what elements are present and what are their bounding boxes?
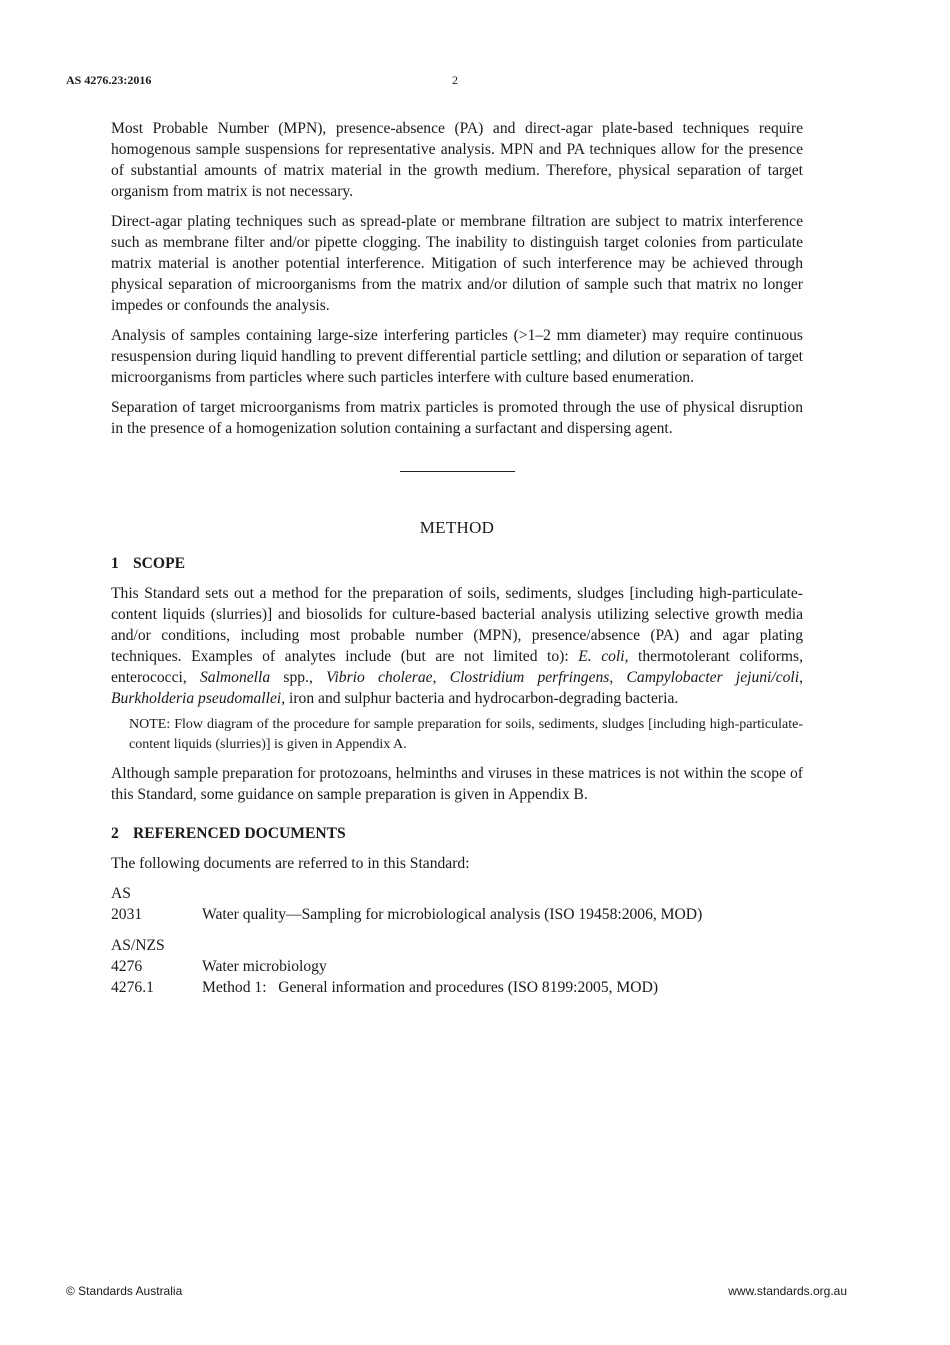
copyright-notice: © Standards Australia: [66, 1284, 183, 1298]
organism-name: Campylobacter jejuni/coli: [626, 669, 800, 686]
intro-paragraph-3: Analysis of samples containing large-size interfering particles (>1–2 mm diameter) may require continuous resuspension during liquid handling to prevent differential particle settling; and dilution or separation of target microorganisms from particles where such particles interfere with culture based enumeration.: [111, 327, 803, 386]
reference-number: 4276.1: [111, 979, 154, 996]
reference-title: Water quality—Sampling for microbiological analysis (ISO 19458:2006, MOD): [202, 906, 703, 923]
organism-name: Clostridium perfringens: [449, 669, 610, 686]
scope-text: This Standard sets out a method for the preparation of soils, sediments, sludges [including high-particulate-content liquids (slurries)] and biosolids for culture-based bacterial analysis utilizing selective growth media and/or conditions, including most probable number (MPN), presence/absence (PA) and agar plating techniques. Examples of analytes include (but are not limited to):: [111, 585, 803, 665]
scope-title: SCOPE: [133, 555, 185, 572]
reference-series: AS/NZS: [111, 937, 165, 954]
organism-name: Vibrio cholerae: [326, 669, 433, 686]
organism-name: E. coli: [578, 648, 625, 665]
organism-name: Burkholderia pseudomallei: [111, 690, 282, 707]
scope-text: , thermotolerant coliforms, enterococci,: [111, 648, 804, 686]
scope-number: 1: [111, 555, 119, 572]
organism-name: Salmonella: [199, 669, 271, 686]
reference-entry: [111, 977, 803, 998]
reference-group-as: [111, 883, 803, 925]
scope-paragraph: [111, 583, 803, 709]
references-heading: [111, 825, 803, 843]
scope-paragraph-2: Although sample preparation for protozoans, helminths and viruses in these matrices is not within the scope of this Standard, some guidance on sample preparation is given in Appendix B.: [111, 765, 803, 803]
scope-text: ,: [799, 669, 804, 686]
scope-text: , iron and sulphur bacteria and hydrocarbon-degrading bacteria.: [281, 690, 679, 707]
intro-paragraph-1: Most Probable Number (MPN), presence-absence (PA) and direct-agar plate-based techniques require homogenous sample suspensions for representative analysis. MPN and PA techniques allow for the presence of substantial amounts of matrix material in the growth medium. Therefore, physical separation of target organism from matrix is not necessary.: [111, 120, 803, 200]
method-heading: METHOD: [419, 518, 495, 537]
reference-title: Water microbiology: [202, 958, 327, 975]
reference-entry: [111, 904, 803, 925]
reference-number: 4276: [111, 958, 143, 975]
reference-entry: [111, 956, 803, 977]
scope-note: NOTE: Flow diagram of the procedure for sample preparation for soils, sediments, sludges [including high-particulate-content liquids (slurries)] is given in Appendix A.: [129, 717, 803, 752]
document-id: AS 4276.23:2016: [66, 73, 152, 87]
reference-group-asnzs: [111, 935, 803, 998]
intro-paragraph-4: Separation of target microorganisms from matrix particles is promoted through the use of physical disruption in the presence of a homogenization solution containing a surfactant and dispersing agent.: [111, 399, 803, 437]
intro-paragraph-2: Direct-agar plating techniques such as spread-plate or membrane filtration are subject to matrix interference such as membrane filter and/or pipette clogging. The inability to distinguish target colonies from particulate matrix material is another potential interference. Mitigation of such interference may be achieved through physical separation of microorganisms from the matrix and/or dilution of sample such that matrix no longer impedes or confounds the analysis.: [111, 213, 803, 314]
page-number: 2: [452, 73, 458, 87]
scope-heading: [111, 555, 803, 573]
scope-text: spp.,: [270, 669, 327, 686]
document-body: [111, 118, 803, 1008]
references-intro: The following documents are referred to in this Standard:: [111, 855, 470, 872]
references-title: REFERENCED DOCUMENTS: [133, 825, 346, 842]
reference-number: 2031: [111, 906, 143, 923]
scope-text: ,: [609, 669, 627, 686]
website-link[interactable]: www.standards.org.au: [728, 1284, 847, 1298]
section-divider: [400, 471, 515, 472]
references-number: 2: [111, 825, 119, 842]
reference-title: Method 1: General information and procedures (ISO 8199:2005, MOD): [202, 979, 659, 996]
scope-text: ,: [432, 669, 450, 686]
reference-series: AS: [111, 885, 131, 902]
